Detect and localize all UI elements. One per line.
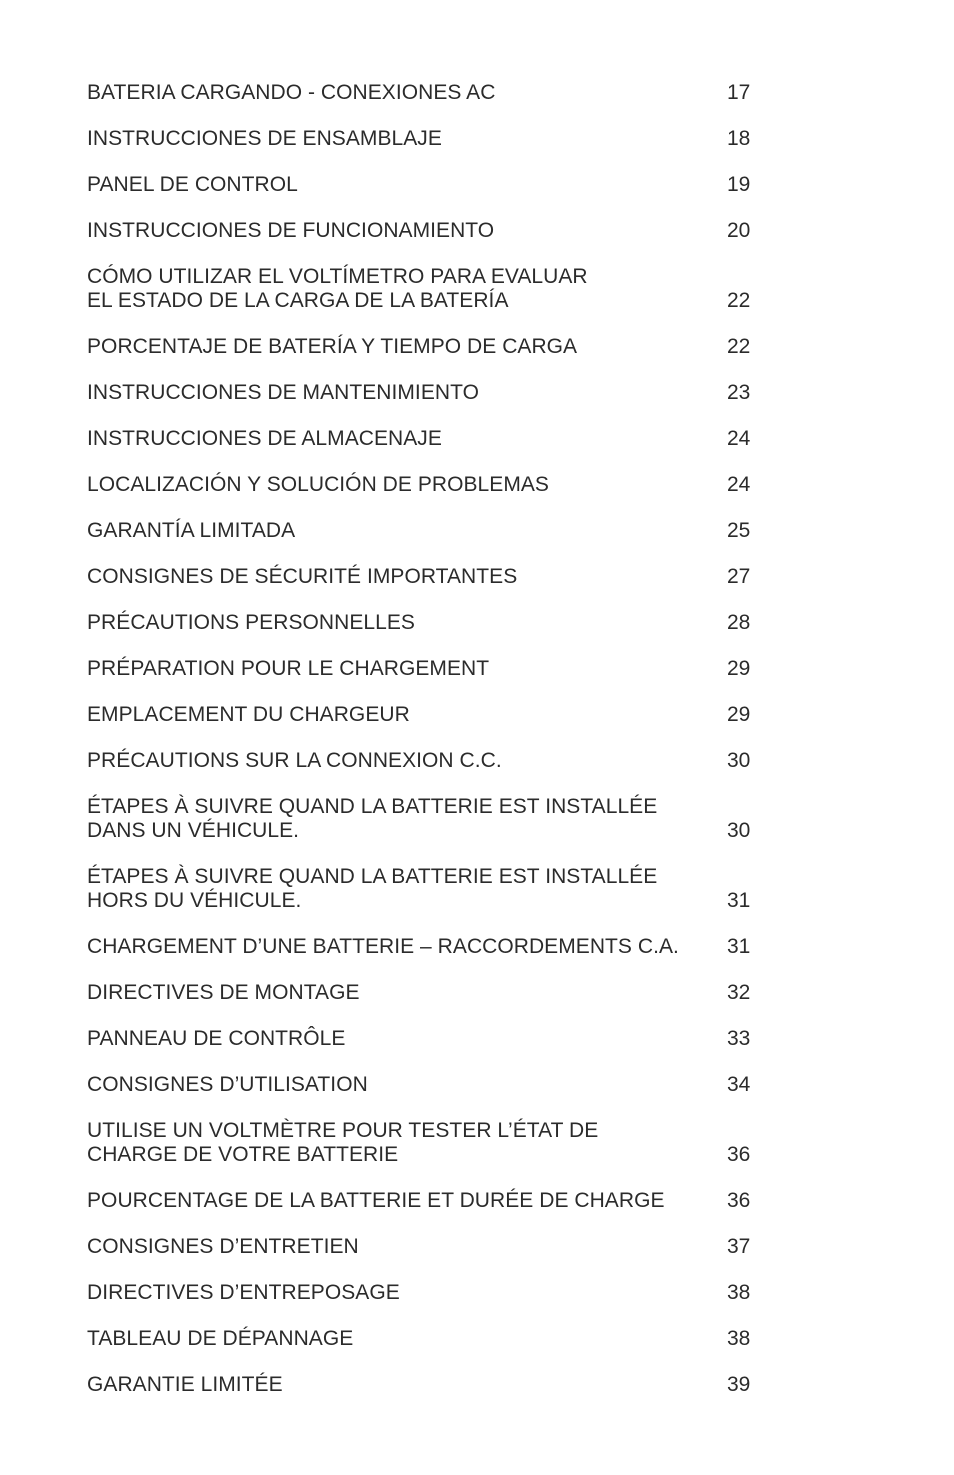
toc-entry (87, 427, 767, 451)
toc-entry-page: 38 (727, 1281, 751, 1304)
table-of-contents (87, 81, 767, 1419)
toc-entry-title: PANEL DE CONTROL (87, 173, 298, 196)
toc-entry-page: 22 (727, 289, 751, 312)
toc-entry-title: PANNEAU DE CONTRÔLE (87, 1027, 346, 1050)
toc-entry-title: DIRECTIVES DE MONTAGE (87, 981, 360, 1004)
toc-entry (87, 173, 767, 197)
toc-entry-page: 31 (727, 935, 751, 958)
toc-entry-title: CONSIGNES D’ENTRETIEN (87, 1235, 359, 1258)
toc-entry-page: 36 (727, 1143, 751, 1166)
toc-entry (87, 657, 767, 681)
toc-entry-page: 38 (727, 1327, 751, 1350)
toc-entry-title: TABLEAU DE DÉPANNAGE (87, 1327, 354, 1350)
toc-entry-title: INSTRUCCIONES DE ALMACENAJE (87, 427, 442, 450)
toc-entry (87, 265, 767, 313)
toc-entry-page: 24 (727, 473, 751, 496)
toc-entry (87, 935, 767, 959)
toc-entry-title: DIRECTIVES D’ENTREPOSAGE (87, 1281, 400, 1304)
toc-entry-title: CHARGEMENT D’UNE BATTERIE – RACCORDEMENTS C.A. (87, 935, 679, 958)
toc-entry (87, 749, 767, 773)
toc-entry-page: 27 (727, 565, 751, 588)
toc-entry-title: GARANTIE LIMITÉE (87, 1373, 283, 1396)
toc-entry-title: UTILISE UN VOLTMÈTRE POUR TESTER L’ÉTAT DE CHARGE DE VOTRE BATTERIE (87, 1119, 599, 1166)
toc-entry-page: 19 (727, 173, 751, 196)
toc-entry (87, 219, 767, 243)
toc-entry (87, 381, 767, 405)
toc-entry-title: POURCENTAGE DE LA BATTERIE ET DURÉE DE CHARGE (87, 1189, 665, 1212)
toc-entry-page: 24 (727, 427, 751, 450)
toc-entry (87, 1073, 767, 1097)
toc-entry (87, 1027, 767, 1051)
toc-entry-title: ÉTAPES À SUIVRE QUAND LA BATTERIE EST INSTALLÉE HORS DU VÉHICULE. (87, 865, 658, 912)
toc-entry-page: 31 (727, 889, 751, 912)
toc-entry-title: BATERIA CARGANDO - CONEXIONES AC (87, 81, 496, 104)
toc-entry-title: PRÉPARATION POUR LE CHARGEMENT (87, 657, 490, 680)
toc-entry-page: 37 (727, 1235, 751, 1258)
toc-entry (87, 795, 767, 843)
toc-entry-page: 18 (727, 127, 751, 150)
toc-entry-page: 17 (727, 81, 751, 104)
toc-entry-page: 28 (727, 611, 751, 634)
toc-entry-page: 30 (727, 749, 751, 772)
toc-entry-title: ÉTAPES À SUIVRE QUAND LA BATTERIE EST INSTALLÉE DANS UN VÉHICULE. (87, 795, 658, 842)
toc-entry-title: CÓMO UTILIZAR EL VOLTÍMETRO PARA EVALUAR EL ESTADO DE LA CARGA DE LA BATERÍA (87, 265, 588, 312)
toc-entry (87, 1327, 767, 1351)
toc-entry-page: 39 (727, 1373, 751, 1396)
toc-entry (87, 611, 767, 635)
toc-entry (87, 81, 767, 105)
toc-entry-title: INSTRUCCIONES DE ENSAMBLAJE (87, 127, 442, 150)
toc-entry-page: 36 (727, 1189, 751, 1212)
toc-entry (87, 1235, 767, 1259)
toc-entry-page: 22 (727, 335, 751, 358)
toc-entry-title: CONSIGNES D’UTILISATION (87, 1073, 368, 1096)
toc-entry (87, 1281, 767, 1305)
toc-entry-title: INSTRUCCIONES DE MANTENIMIENTO (87, 381, 479, 404)
toc-entry-title: PORCENTAJE DE BATERÍA Y TIEMPO DE CARGA (87, 335, 578, 358)
toc-entry-title: LOCALIZACIÓN Y SOLUCIÓN DE PROBLEMAS (87, 473, 549, 496)
toc-entry-page: 29 (727, 657, 751, 680)
toc-entry-page: 32 (727, 981, 751, 1004)
toc-entry (87, 865, 767, 913)
toc-entry (87, 1373, 767, 1397)
toc-entry (87, 519, 767, 543)
toc-entry-title: PRÉCAUTIONS SUR LA CONNEXION C.C. (87, 749, 502, 772)
toc-entry (87, 1119, 767, 1167)
toc-entry-page: 23 (727, 381, 751, 404)
toc-entry-title: INSTRUCCIONES DE FUNCIONAMIENTO (87, 219, 495, 242)
toc-entry-page: 30 (727, 819, 751, 842)
toc-entry (87, 127, 767, 151)
toc-entry-page: 29 (727, 703, 751, 726)
toc-entry-title: EMPLACEMENT DU CHARGEUR (87, 703, 410, 726)
toc-entry (87, 565, 767, 589)
toc-entry-page: 20 (727, 219, 751, 242)
toc-entry-page: 34 (727, 1073, 751, 1096)
toc-entry-title: PRÉCAUTIONS PERSONNELLES (87, 611, 415, 634)
toc-entry-page: 33 (727, 1027, 751, 1050)
toc-entry-title: GARANTÍA LIMITADA (87, 519, 296, 542)
toc-entry (87, 335, 767, 359)
toc-entry-title: CONSIGNES DE SÉCURITÉ IMPORTANTES (87, 565, 518, 588)
toc-entry (87, 1189, 767, 1213)
toc-entry (87, 473, 767, 497)
toc-entry (87, 981, 767, 1005)
toc-entry-page: 25 (727, 519, 751, 542)
toc-entry (87, 703, 767, 727)
